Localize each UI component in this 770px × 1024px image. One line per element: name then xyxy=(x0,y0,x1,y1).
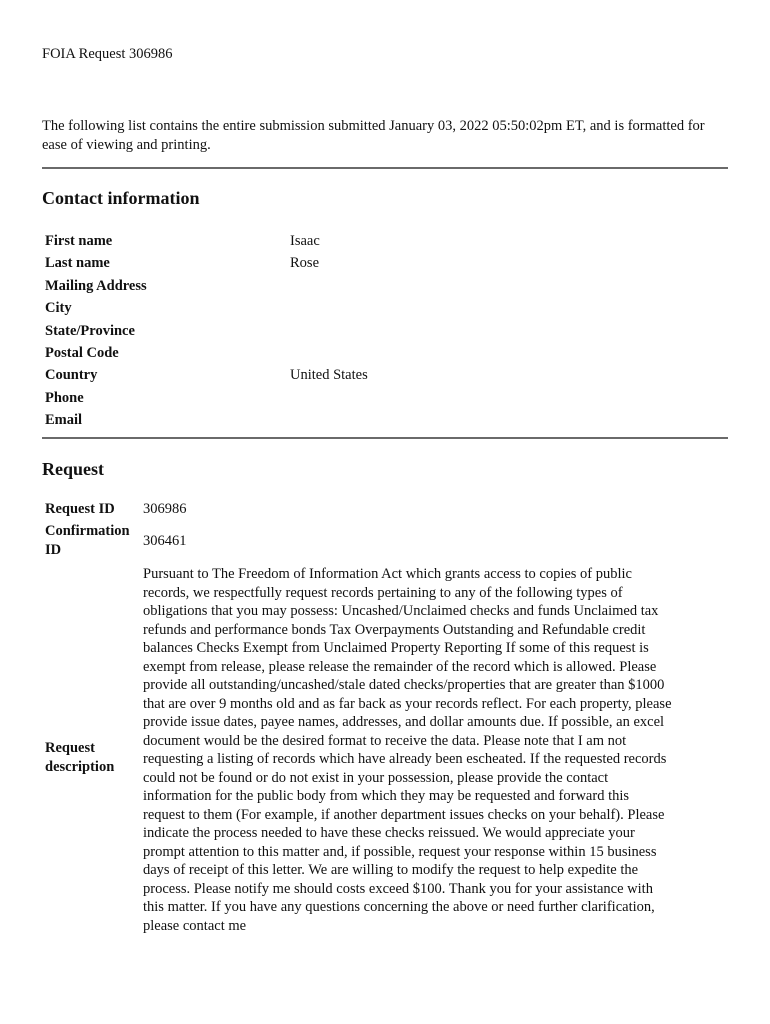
contact-row-country xyxy=(45,364,645,386)
request-id-label: Request ID xyxy=(45,501,115,517)
contact-table xyxy=(45,230,645,432)
confirmation-id-value: 306461 xyxy=(143,533,187,549)
contact-row-first-name xyxy=(45,230,645,252)
contact-label: Postal Code xyxy=(45,344,119,361)
contact-label: Last name xyxy=(45,255,110,272)
contact-row-postal-code xyxy=(45,342,645,364)
confirmation-id-label xyxy=(45,522,130,560)
contact-label: Mailing Address xyxy=(45,277,147,294)
contact-label: First name xyxy=(45,233,113,249)
contact-label: State/Province xyxy=(45,322,135,339)
section-divider xyxy=(42,167,728,169)
document-title: FOIA Request 306986 xyxy=(42,46,173,62)
contact-label: Phone xyxy=(45,389,84,406)
contact-row-email xyxy=(45,409,645,431)
confirmation-id-label-line2: ID xyxy=(45,542,62,558)
request-id-value: 306986 xyxy=(143,501,187,517)
contact-row-state-province xyxy=(45,320,645,342)
contact-row-mailing-address xyxy=(45,275,645,297)
request-description-label-line1: Request xyxy=(45,740,95,756)
contact-row-last-name xyxy=(45,252,645,274)
contact-value: Isaac xyxy=(290,233,320,249)
request-description-label xyxy=(45,739,114,777)
contact-label: Country xyxy=(45,367,98,384)
confirmation-id-label-line1: Confirmation xyxy=(45,523,130,539)
section-divider xyxy=(42,437,728,439)
contact-label: City xyxy=(45,300,72,317)
contact-row-city xyxy=(45,297,645,319)
contact-section-heading: Contact information xyxy=(42,188,200,208)
submission-intro: The following list contains the entire submission submitted January 03, 2022 05:50:02pm ET, and is formatted for ease of viewing and printing. xyxy=(42,118,705,153)
request-section-heading: Request xyxy=(42,459,104,479)
contact-row-phone xyxy=(45,387,645,409)
contact-value: United States xyxy=(290,367,368,384)
request-description-text: Pursuant to The Freedom of Information Act which grants access to copies of public records, we respectfully request records pertaining to any of the following types of obligations that you may possess: Uncashed/Unclaimed checks and funds Unclaimed tax refunds and performance bonds Tax Overpayments Outstanding and Refundable credit balances Checks Exempt from Unclaimed Property Reporting If some of this request is exempt from release, please release the remainder of the record which is allowed. Please provide all outstanding/uncashed/stale dated checks/properties that are greater than $1000 that are over 9 months old and as far back as your records reflect. For each property, please provide issue dates, payee names, addresses, and dollar amounts due. If possible, an excel document would be the desired format to receive the data. Please note that I am not requesting a listing of records which have already been escheated. If the requested records could not be found or do not exist in your possession, please provide the contact information for the public body from which they may be requested and forward this request to them (For example, if another department issues checks on your behalf). Please indicate the process needed to have these checks reissued. We would appreciate your prompt attention to this matter and, if possible, request your response within 15 business days of receipt of this letter. We are willing to modify the request to help expedite the process. Please notify me should costs exceed $100. Thank you for your assistance with this matter. If you have any questions concerning the above or need further clarification, please contact me xyxy=(143,566,672,934)
contact-label: Email xyxy=(45,412,83,429)
contact-value: Rose xyxy=(290,255,319,272)
request-description-label-line2: description xyxy=(45,759,115,775)
